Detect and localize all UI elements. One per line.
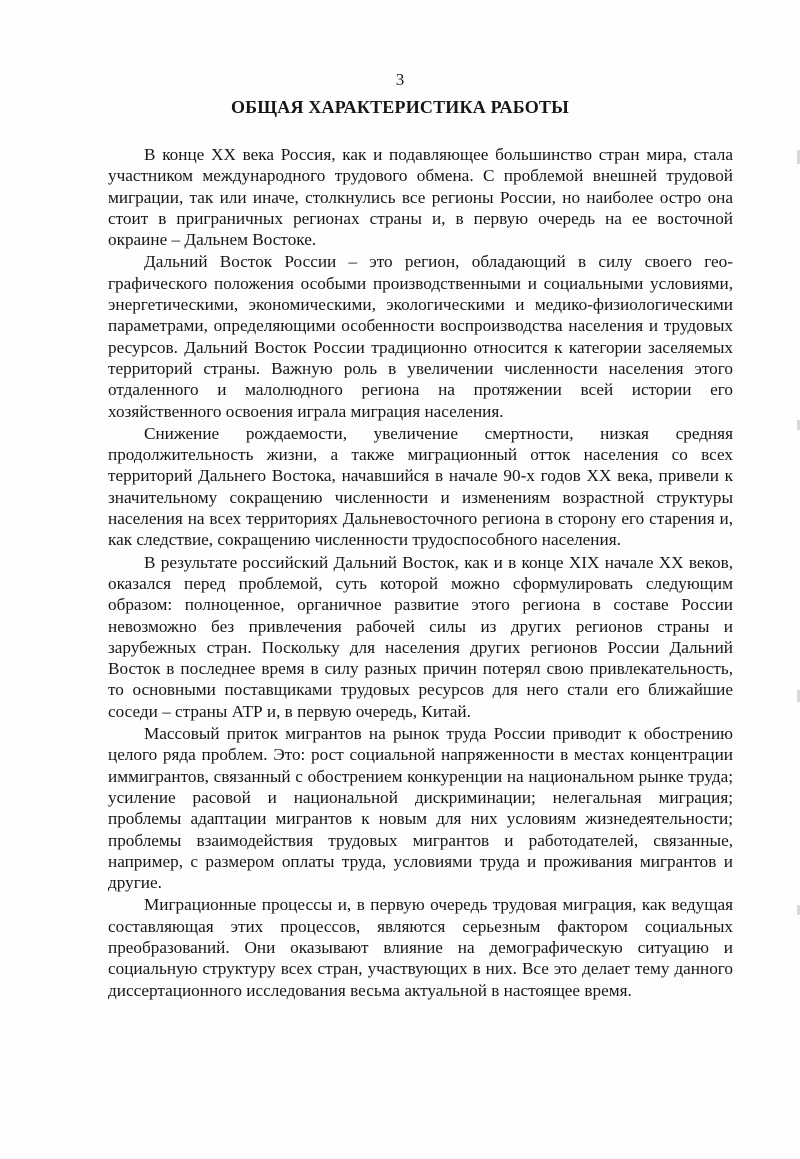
page-title: ОБЩАЯ ХАРАКТЕРИСТИКА РАБОТЫ [230,97,570,117]
body-text [108,144,733,1001]
paragraph: Миграционные процессы и, в первую очередь трудовая миграция, как ведущая составляющая этих процессов, являются серьезным фактором социальных преобразований. Они оказывают влияние на демографическую ситуацию и социальную структуру всех стран, участвующих в них. Все это делает тему данного диссертационного исследования весьма актуальной в настоящее время. [108,895,733,1000]
paragraph: В результате российский Дальний Восток, как и в конце XIX начале XX веков, оказался перед проблемой, суть которой можно сформулировать следующим образом: полноценное, органичное развитие этого региона в составе России невозможно без привлечения рабочей силы из других регионов страны и зарубежных стран. Поскольку для населения других регионов России Дальний Восток в последнее время в силу разных причин потерял свою привлекательность, то основными поставщиками трудовых ресурсов для него стали его ближайшие соседи – страны АТР и, в первую очередь, Китай. [108,552,733,721]
paragraph: В конце XX века Россия, как и подавляющее большинство стран мира, стала участником международного трудового обмена. С проблемой внешней трудовой миграции, так или иначе, столкнулись все регионы России, но наиболее остро она стоит в приграничных регионах страны и, в первую очередь на ее восточной окраине – Дальнем Востоке. [108,145,733,250]
paragraph: Снижение рождаемости, увеличение смертности, низкая средняя продолжительность жизни, а также миграционный отток населения со всех территорий Дальнего Востока, начавшийся в начале 90-х годов XX века, привели к значительному сокращению численности и изменениям возрастной структуры населения на всех территориях Дальневосточного региона в сторону его старения и, как следствие, сокращению численности трудоспособного населения. [108,423,733,550]
paragraph: Массовый приток мигрантов на рынок труда России приводит к обострению целого ряда проблем. Это: рост социальной напряженности в местах концентрации иммигрантов, связанный с обострением конкуренции на национальном рынке труда; усиление расовой и национальной дискриминации; нелегальная миграция; проблемы адаптации мигрантов к новым для них условиям жизнедеятельности; проблемы взаимодействия трудовых мигрантов и работодателей, связанные, например, с размером оплаты труда, условиями труда и проживания мигрантов и другие. [108,724,733,893]
paragraph: Дальний Восток России – это регион, обладающий в силу своего географического положения особыми производственными и социальными условиями, энергетическими, экономическими, экологическими и медико-физиологическими параметрами, определяющими особенности воспроизводства населения и трудовых ресурсов. Дальний Восток России традиционно относится к категории заселяемых территорий страны. Важную роль в увеличении численности населения этого отдаленного и малолюдного региона на протяжении всей истории его хозяйственного освоения играла миграция населения. [108,252,733,421]
page-number: 3 [395,70,405,89]
